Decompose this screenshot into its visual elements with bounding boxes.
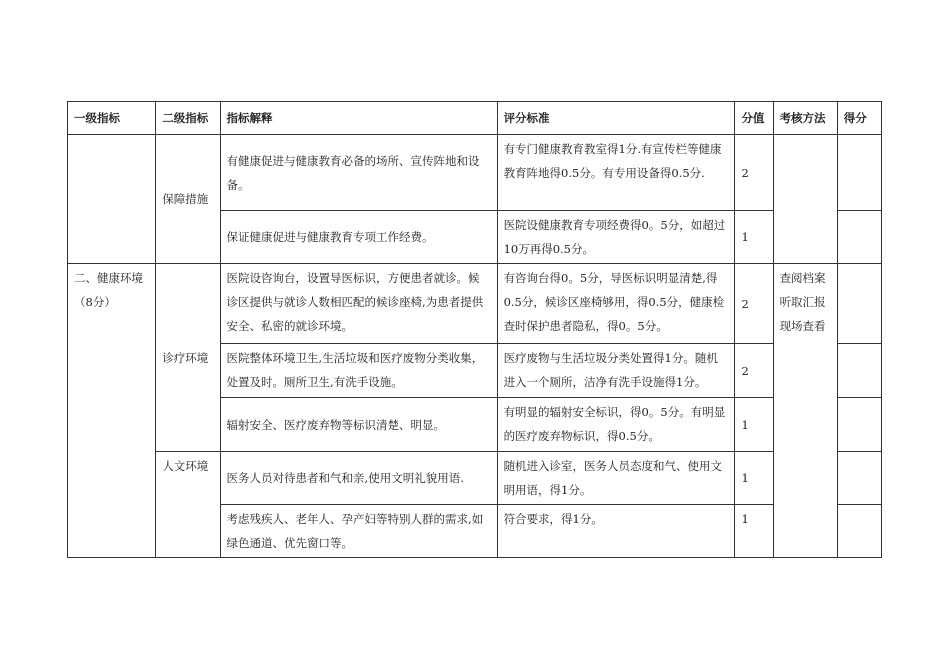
explanation-cell: 辐射安全、医疗废弃物等标识清楚、明显。 bbox=[220, 398, 497, 452]
method-cell bbox=[773, 135, 837, 264]
level2-cell: 人文环境 bbox=[156, 452, 220, 558]
score-cell: 2 bbox=[735, 264, 773, 344]
got-cell bbox=[837, 264, 881, 344]
explanation-cell: 保证健康促进与健康教育专项工作经费。 bbox=[220, 211, 497, 264]
score-cell: 1 bbox=[735, 505, 773, 558]
got-cell bbox=[837, 135, 881, 211]
score-cell: 1 bbox=[735, 452, 773, 505]
level1-points: （8分） bbox=[74, 295, 116, 309]
explanation-cell: 医院整体环境卫生,生活垃圾和医疗废物分类收集，处置及时。厕所卫生,有洗手设施。 bbox=[220, 344, 497, 398]
explanation-cell: 医院设咨询台，设置导医标识，方便患者就诊。候诊区提供与就诊人数相匹配的候诊座椅,为患者提供安全、私密的就诊环境。 bbox=[220, 264, 497, 344]
criteria-cell: 医院设健康教育专项经费得0。5分，如超过10万再得0.5分。 bbox=[497, 211, 735, 264]
criteria-cell: 随机进入诊室，医务人员态度和气、使用文明用语，得1分。 bbox=[497, 452, 735, 505]
level2-cell: 诊疗环境 bbox=[156, 264, 220, 452]
level1-cell bbox=[68, 135, 156, 264]
evaluation-table bbox=[67, 101, 882, 558]
header-method: 考核方法 bbox=[773, 102, 837, 135]
got-cell bbox=[837, 452, 881, 505]
level2-cell: 保障措施 bbox=[156, 135, 220, 264]
header-level1: 一级指标 bbox=[68, 102, 156, 135]
score-cell: 1 bbox=[735, 398, 773, 452]
explanation-cell: 考虑残疾人、老年人、孕产妇等特别人群的需求,如绿色通道、优先窗口等。 bbox=[220, 505, 497, 558]
criteria-cell: 有明显的辐射安全标识，得0。5分。有明显的医疗废弃物标识，得0.5分。 bbox=[497, 398, 735, 452]
header-explanation: 指标解释 bbox=[220, 102, 497, 135]
explanation-cell: 医务人员对待患者和气和亲,使用文明礼貌用语. bbox=[220, 452, 497, 505]
header-level2: 二级指标 bbox=[156, 102, 220, 135]
table-row bbox=[68, 452, 882, 505]
score-cell: 1 bbox=[735, 211, 773, 264]
level1-cell bbox=[68, 264, 156, 558]
header-got: 得分 bbox=[837, 102, 881, 135]
method-cell bbox=[773, 264, 837, 558]
method-line: 查阅档案 bbox=[779, 271, 826, 285]
table-row bbox=[68, 264, 882, 344]
method-line: 听取汇报 bbox=[779, 295, 826, 309]
criteria-cell: 医疗废物与生活垃圾分类处置得1分。随机进入一个厕所，洁净有洗手设施得1分。 bbox=[497, 344, 735, 398]
got-cell bbox=[837, 211, 881, 264]
score-cell: 2 bbox=[735, 344, 773, 398]
table-row bbox=[68, 135, 882, 211]
got-cell bbox=[837, 398, 881, 452]
header-score: 分值 bbox=[735, 102, 773, 135]
header-criteria: 评分标准 bbox=[497, 102, 735, 135]
header-row bbox=[68, 102, 882, 135]
got-cell bbox=[837, 344, 881, 398]
explanation-cell: 有健康促进与健康教育必备的场所、宣传阵地和设备。 bbox=[220, 135, 497, 211]
criteria-cell: 符合要求，得1分。 bbox=[497, 505, 735, 558]
score-cell: 2 bbox=[735, 135, 773, 211]
criteria-cell: 有咨询台得0。5分，导医标识明显清楚,得0.5分，候诊区座椅够用，得0.5分，健康检查时保护患者隐私，得0。5分。 bbox=[497, 264, 735, 344]
got-cell bbox=[837, 505, 881, 558]
method-line: 现场查看 bbox=[779, 319, 826, 333]
level1-name: 二、健康环境 bbox=[74, 271, 143, 285]
criteria-cell: 有专门健康教育教室得1分.有宣传栏等健康教育阵地得0.5分。有专用设备得0.5分. bbox=[497, 135, 735, 211]
